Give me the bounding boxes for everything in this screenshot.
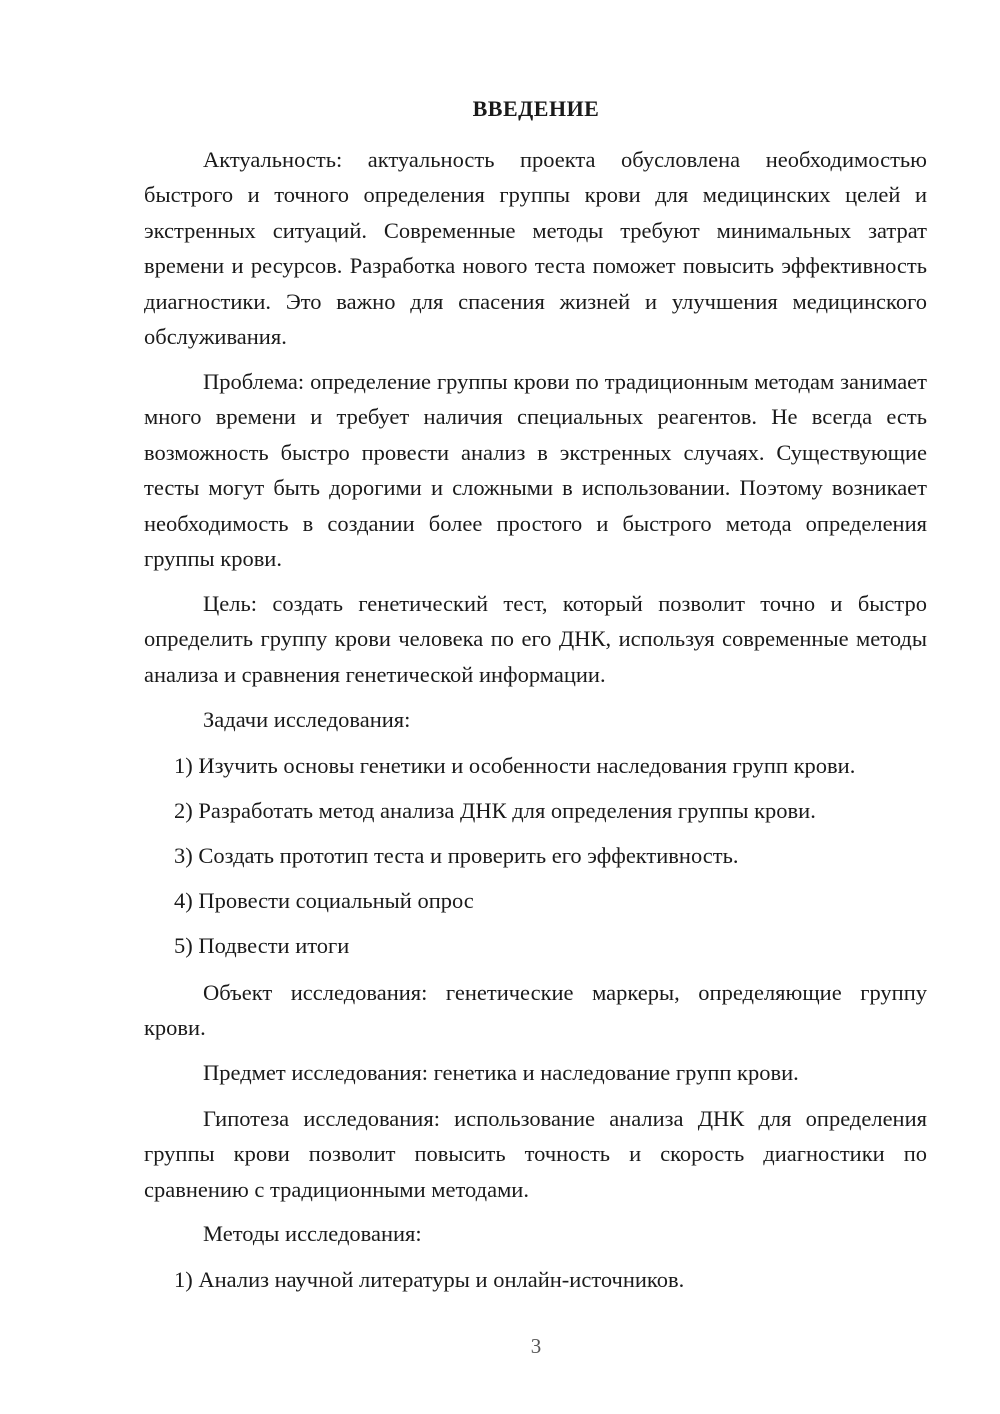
- goal-paragraph: Цель: создать генетический тест, который позволит точно и быстро определить группу крови человека по его ДНК, используя современные методы анализа и сравнения генетической информации.: [144, 591, 927, 687]
- hypothesis-paragraph: Гипотеза исследования: использование анализа ДНК для определения группы крови позволит повысить точность и скорость диагностики по сравнению с традиционными методами.: [144, 1106, 927, 1202]
- tasks-heading: Задачи исследования:: [203, 707, 411, 732]
- task-item: 4) Провести социальный опрос: [174, 888, 474, 913]
- section-title: ВВЕДЕНИЕ: [472, 96, 600, 121]
- relevance-paragraph: Актуальность: актуальность проекта обусловлена необходимостью быстрого и точного определения группы крови для медицинских целей и экстренных ситуаций. Современные методы требуют минимальных затрат времени и ресурсов. Разработка нового теста поможет повысить эффективность диагностики. Это важно для спасения жизней и улучшения медицинского обслуживания.: [144, 147, 927, 350]
- page-number: 3: [530, 1334, 542, 1358]
- object-paragraph: Объект исследования: генетические маркеры, определяющие группу крови.: [144, 980, 927, 1041]
- task-item: 3) Создать прототип теста и проверить его эффективность.: [174, 843, 739, 868]
- task-item: 1) Изучить основы генетики и особенности наследования групп крови.: [174, 753, 856, 778]
- subject-paragraph: Предмет исследования: генетика и наследование групп крови.: [203, 1060, 799, 1085]
- method-item: 1) Анализ научной литературы и онлайн-источников.: [174, 1267, 685, 1292]
- task-item: 5) Подвести итоги: [174, 933, 350, 958]
- methods-heading: Методы исследования:: [203, 1221, 422, 1246]
- task-item: 2) Разработать метод анализа ДНК для определения группы крови.: [174, 798, 816, 823]
- problem-paragraph: Проблема: определение группы крови по традиционным методам занимает много времени и требует наличия специальных реагентов. Не всегда есть возможность быстро провести анализ в экстренных случаях. Существующие тесты могут быть дорогими и сложными в использовании. Поэтому возникает необходимость в создании более простого и быстрого метода определения группы крови.: [144, 369, 927, 572]
